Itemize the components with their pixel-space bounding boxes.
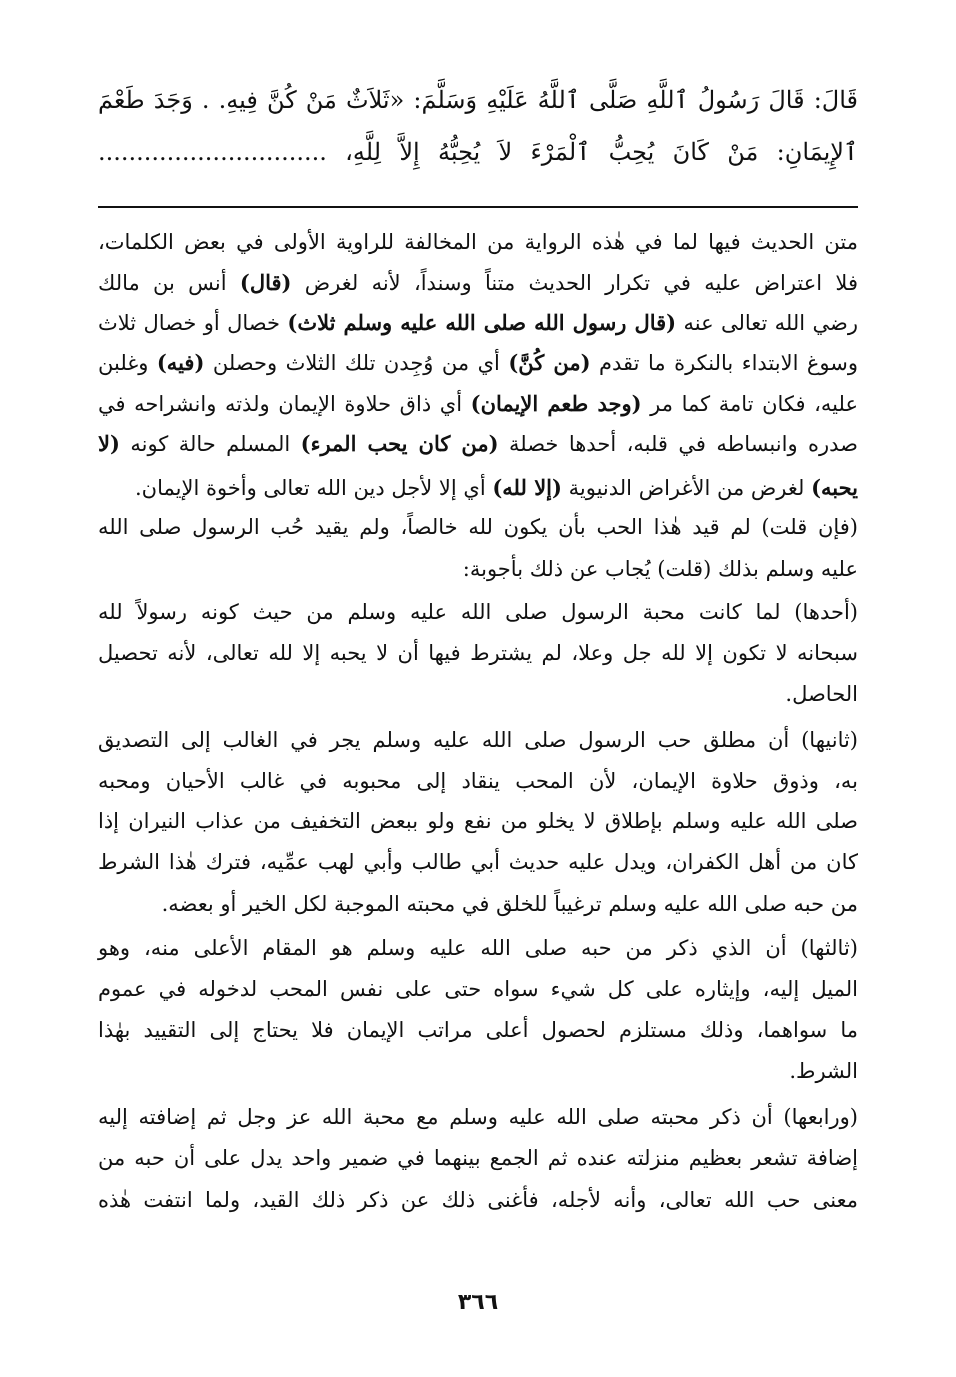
text-segment: سبحانه لا تكون إلا لله جل وعلا، لم يشترط فيها أن لا يحبه إلا لله تعالى، لأنه تحصيل [98, 641, 858, 665]
commentary-line [98, 847, 858, 877]
text-segment: عليه، فكان تامة كما مر [641, 392, 859, 416]
text-segment: أنس بن مالك [98, 271, 240, 295]
text-segment: ٱلإِيمَانِ: مَنْ كَانَ يُحِبُّ ٱلْمَرْءَ لاَ يُحِبُّهُ إِلاَّ لِلَّهِ، .............................. [98, 138, 858, 166]
commentary-line [98, 429, 858, 459]
text-segment: أي من وُجِدن تلك الثلاث وحصلن [204, 351, 509, 375]
commentary-line [98, 389, 858, 419]
text-segment: الميل إليه، وإيثاره على كل شيء سواه حتى على نفس المحب لدخوله في عموم [98, 977, 858, 1001]
commentary-line [98, 806, 858, 836]
text-segment: الحاصل. [785, 682, 858, 706]
text-segment: أي إلا لأجل دين الله تعالى وأخوة الإيمان. [134, 476, 493, 500]
commentary-line [98, 679, 858, 709]
hadith-line [98, 82, 858, 118]
commentary-line [98, 933, 858, 963]
commentary-line [98, 473, 858, 503]
bold-quoted-text: يحبه) [811, 475, 858, 500]
text-segment: (ثالثها) أن الذي ذكر من حبه صلى الله عليه وسلم هو المقام الأعلى منه، وهو [98, 936, 858, 960]
text-segment: المسلم حالة كونه [119, 432, 301, 456]
text-segment: صدره وانبساطه في قلبه، أحدها خصلة [498, 432, 858, 456]
text-segment: متن الحديث فيها لما في هٰذه الرواية من المخالفة للراوية الأولى في بعض الكلمات، [98, 230, 858, 254]
commentary-line [98, 227, 858, 257]
text-segment: (فإن قلت) لم قيد هٰذا الحب بأن يكون لله خالصاً، ولم يقيد حُب الرسول صلى الله [98, 515, 858, 539]
bold-quoted-text: (لا [98, 431, 120, 456]
commentary-line [98, 1102, 858, 1132]
commentary-line [98, 889, 858, 919]
text-segment: رضي الله تعالى عنه [676, 311, 858, 335]
text-segment: كان من أهل الكفران، ويدل عليه حديث أبي طالب وأبي لهب عمِّيه، فترك هٰذا الشرط [98, 850, 858, 874]
bold-quoted-text: (من كُنَّ) [508, 350, 591, 375]
text-segment: ما سواهما، وذلك مستلزم لحصول أعلى مراتب الإيمان فلا يحتاج إلى التقييد بهٰذا [98, 1018, 858, 1042]
text-segment: (ثانيها) أن مطلق حب الرسول صلى الله عليه وسلم يجر في الغالب إلى التصديق [98, 728, 858, 752]
footnote-separator-rule [98, 206, 858, 208]
bold-quoted-text: (فيه) [156, 350, 205, 375]
commentary-line [98, 1015, 858, 1045]
text-segment: من حبه صلى الله عليه وسلم ترغيباً للخلق في محبته الموجبة لكل الخير أو بعضه. [161, 892, 858, 916]
bold-quoted-text: (من كان يحب المرء) [300, 431, 499, 456]
commentary-line [98, 512, 858, 542]
commentary-line [98, 597, 858, 627]
commentary-line [98, 766, 858, 796]
text-segment: لغرض من الأغراض الدنيوية [561, 476, 812, 500]
commentary-line [98, 974, 858, 1004]
commentary-line [98, 638, 858, 668]
bold-quoted-text: (قال) [239, 270, 292, 295]
commentary-line [98, 554, 858, 584]
text-segment: عليه وسلم بذلك (قلت) يُجاب عن ذلك بأجوبة: [462, 557, 858, 581]
commentary-line [98, 348, 858, 378]
commentary-line [98, 1143, 858, 1173]
text-segment: وغلبن [98, 351, 157, 375]
commentary-line [98, 725, 858, 755]
text-segment: قَالَ: قَالَ رَسُولُ ٱللَّهِ صَلَّى ٱللَّهُ عَلَيْهِ وَسَلَّمَ: «ثَلاَثٌ مَنْ كُنَّ فِيهِ. . وَجَدَ طَعْمَ [98, 86, 858, 114]
text-segment: إضافة تشعر بعظيم منزلته عنده ثم الجمع بينهما في ضمير واحد يدل على أن حبه من [98, 1146, 858, 1170]
commentary-line [98, 1185, 858, 1215]
text-segment: خصال أو خصال ثلاث [98, 311, 288, 335]
text-segment: (ورابعها) أن ذكر محبته صلى الله عليه وسلم مع محبة الله عز وجل ثم إضافته إليه [98, 1105, 858, 1129]
text-segment: (أحدها) لما كانت محبة الرسول صلى الله عليه وسلم من حيث كونه رسولاً لله [98, 600, 858, 624]
text-segment: الشرط. [789, 1059, 858, 1083]
commentary-line [98, 1056, 858, 1086]
bold-quoted-text: (إلا لله) [492, 475, 562, 500]
commentary-line [98, 268, 858, 298]
bold-quoted-text: (وجد طعم الإيمان) [470, 391, 642, 416]
text-segment: فلا اعتراض عليه في تكرار الحديث متناً وسنداً، لأنه لغرض [291, 271, 858, 295]
bold-quoted-text: (قال رسول الله صلى الله عليه وسلم ثلاث) [287, 310, 677, 335]
text-segment: صلى الله عليه وسلم بإطلاق لا يخلو من نفع ولو ببعض التخفيف من عذاب النيران إذا [98, 809, 858, 833]
page-number: ٣٦٦ [457, 1290, 499, 1315]
commentary-line [98, 308, 858, 338]
text-segment: وسوغ الابتداء بالنكرة ما تقدم [590, 351, 859, 375]
hadith-line [98, 134, 858, 170]
text-segment: معنى حب الله تعالى، وأنه لأجله، فأغنى ذلك عن ذكر ذلك القيد، ولما انتفت هٰذه [98, 1188, 858, 1212]
text-segment: به، وذوق حلاوة الإيمان، لأن المحب ينقاد إلى محبوبه في غالب الأحيان ومحبه [98, 769, 858, 793]
text-segment: أي ذاق حلاوة الإيمان ولذته وانشراحه في [98, 392, 471, 416]
